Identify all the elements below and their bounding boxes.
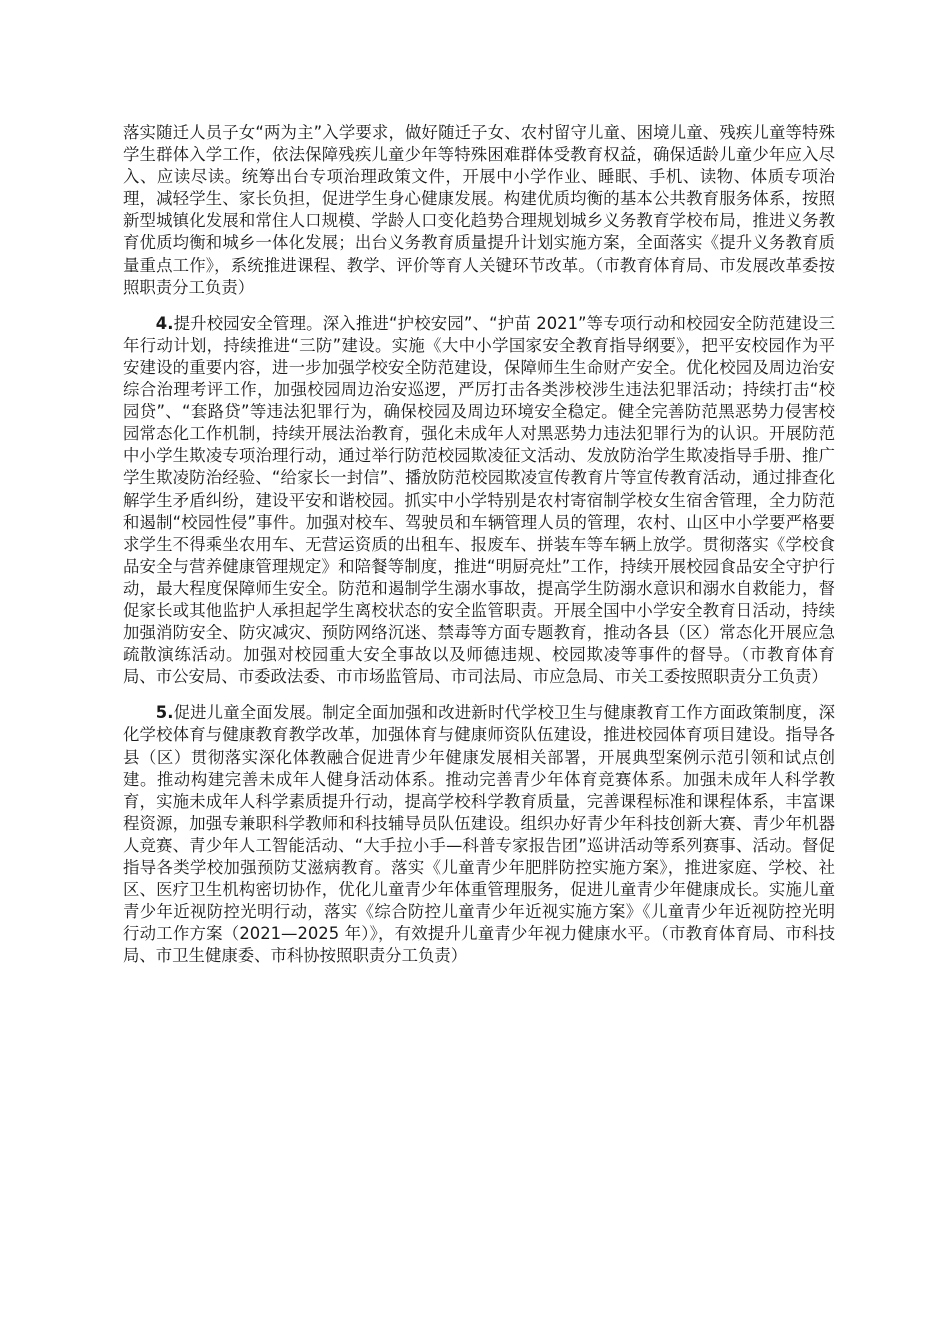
paragraph-text: 促进儿童全面发展。制定全面加强和改进新时代学校卫生与健康教育工作方面政策制度，深化学校体育与健康教育教学改革，加强体育与健康师资队伍建设，推进校园体育项目建设。指导各县（区）贯彻落实深化体教融合促进青少年健康发展相关部署，开展典型案例示范引领和试点创建。推动构建完善未成年人健身活动体系。推动完善青少年体育竞赛体系。加强未成年人科学教育，实施未成年人科学素质提升行动，提高学校科学教育质量，完善课程标准和课程体系，丰富课程资源，加强专兼职科学教师和科技辅导员队伍建设。组织办好青少年科技创新大赛、青少年机器人竞赛、青少年人工智能活动、“大手拉小手—科普专家报告团”巡讲活动等系列赛事、活动。督促指导各类学校加强预防艾滋病教育。落实《儿童青少年肥胖防控实施方案》，推进家庭、学校、社区、医疗卫生机构密切协作，优化儿童青少年体重管理服务，促进儿童青少年健康成长。实施儿童青少年近视防控光明行动，落实《综合防控儿童青少年近视实施方案》《儿童青少年近视防控光明行动工作方案（2021—2025 年）》，有效提升儿童青少年视力健康水平。（市教育体育局、市科技局、市卫生健康委、市科协按照职责分工负责） bbox=[123, 703, 835, 966]
paragraph-item-4 bbox=[123, 313, 835, 689]
paragraph-text: 提升校园安全管理。深入推进“护校安园”、“护苗 2021”等专项行动和校园安全防范建设三年行动计划，持续推进“三防”建设。实施《大中小学国家安全教育指导纲要》，把平安校园作为平安建设的重要内容，进一步加强学校安全防范建设，保障师生生命财产安全。优化校园及周边治安综合治理考评工作，加强校园周边治安巡逻，严厉打击各类涉校涉生违法犯罪活动；持续打击“校园贷”、“套路贷”等违法犯罪行为，确保校园及周边环境安全稳定。健全完善防范黑恶势力侵害校园常态化工作机制，持续开展法治教育，强化未成年人对黑恶势力违法犯罪行为的认识。开展防范中小学生欺凌专项治理行动，通过举行防范校园欺凌征文活动、发放防治学生欺凌指导手册、推广学生欺凌防治经验、“给家长一封信”、播放防范校园欺凌宣传教育片等宣传教育活动，通过排查化解学生矛盾纠纷，建设平安和谐校园。抓实中小学特别是农村寄宿制学校女生宿舍管理，全力防范和遏制“校园性侵”事件。加强对校车、驾驶员和车辆管理人员的管理，农村、山区中小学要严格要求学生不得乘坐农用车、无营运资质的出租车、报废车、拼装车等车辆上放学。贯彻落实《学校食品安全与营养健康管理规定》和陪餐等制度，推进“明厨亮灶”工作，持续开展校园食品安全守护行动，最大程度保障师生安全。防范和遏制学生溺水事故，提高学生防溺水意识和溺水自救能力，督促家长或其他监护人承担起学生离校状态的安全监管职责。开展全国中小学安全教育日活动，持续加强消防安全、防灾减灾、预防网络沉迷、禁毒等方面专题教育，推动各县（区）常态化开展应急疏散演练活动。加强对校园重大安全事故以及师德违规、校园欺凌等事件的督导。（市教育体育局、市公安局、市委政法委、市市场监管局、市司法局、市应急局、市关工委按照职责分工负责） bbox=[123, 313, 835, 687]
paragraph-item-5 bbox=[123, 702, 835, 967]
paragraph-text: 落实随迁人员子女“两为主”入学要求，做好随迁子女、农村留守儿童、困境儿童、残疾儿童等特殊学生群体入学工作，依法保障残疾儿童少年等特殊困难群体受教育权益，确保适龄儿童少年应入尽入、应读尽读。统筹出台专项治理政策文件，开展中小学作业、睡眠、手机、读物、体质专项治理，减轻学生、家长负担，促进学生身心健康发展。构建优质均衡的基本公共教育服务体系，按照新型城镇化发展和常住人口规模、学龄人口变化趋势合理规划城乡义务教育学校布局，推进义务教育优质均衡和城乡一体化发展；出台义务教育质量提升计划实施方案，全面落实《提升义务教育质量重点工作》，系统推进课程、教学、评价等育人关键环节改革。（市教育体育局、市发展改革委按照职责分工负责） bbox=[123, 123, 835, 297]
item-number: 5. bbox=[155, 703, 174, 723]
item-number: 4. bbox=[155, 313, 174, 333]
paragraph-continued bbox=[123, 122, 835, 299]
document-page bbox=[123, 122, 835, 981]
